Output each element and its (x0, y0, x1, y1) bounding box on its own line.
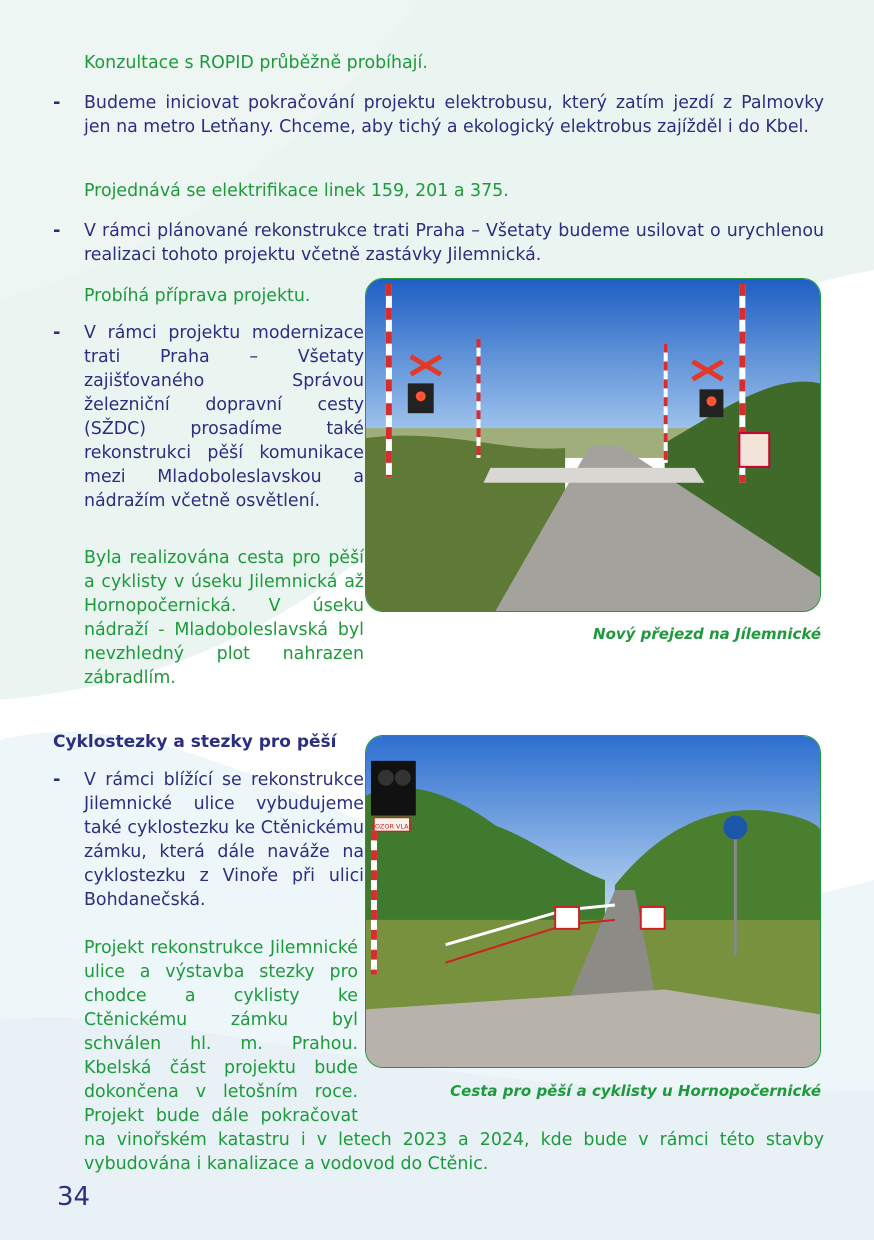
bullet-marker: - (53, 220, 61, 241)
bullet-marker: - (53, 92, 61, 113)
paragraph-electrobus: Budeme iniciovat pokračování projektu elektrobusu, který zatím jezdí z Palmovky jen na metro Letňany. Chceme, aby tichý a ekologický elektrobus zajížděl i do Kbel. (84, 93, 824, 137)
photo-cycle-path (365, 735, 821, 1068)
bullet-marker: - (53, 769, 61, 790)
bullet-marker: - (53, 322, 61, 343)
page-number: 34 (57, 1182, 91, 1212)
paragraph-line-reconstruction: V rámci plánované rekonstrukce trati Praha – Všetaty budeme usilovat o urychlenou realizaci tohoto projektu včetně zastávky Jilemnická. (84, 221, 824, 265)
paragraph-path-realized: Byla realizována cesta pro pěší a cyklisty v úseku Jilemnická až Hornopočernická. V úseku nádraží - Mladoboleslavská byl nevzhledný plot nahrazen zábradlím. (84, 548, 364, 688)
paragraph-project-preparation: Probíhá příprava projektu. (84, 286, 311, 306)
paragraph-pedestrian-path: V rámci projektu modernizace trati Praha – Všetaty zajišťovaného Správou železniční dopravní cesty (SŽDC) prosadíme také rekonstrukci pěší komunikace mezi Mladoboleslavskou a nádražím včetně osvětlení. (84, 323, 364, 511)
photo-railway-crossing (365, 278, 821, 612)
section-heading: Cyklostezky a stezky pro pěší (53, 732, 337, 752)
paragraph-ropid-consultation: Konzultace s ROPID průběžně probíhají. (84, 53, 428, 73)
caption-photo-cycle-path: Cesta pro pěší a cyklisty u Hornopočernické (450, 1082, 821, 1100)
caption-photo-crossing: Nový přejezd na Jílemnické (593, 625, 821, 643)
sign-pozor-vlak: POZOR VLAK (370, 822, 413, 831)
project-approved-text: Projekt rekonstrukce Jilemnické ulice a výstavba stezky pro chodce a cyklisty ke Ctěnickému zámku byl schválen hl. m. Prahou. Kbelská část projektu bude dokončena v letošním roce. Projekt bude dále pokračovat na vinořském katastru i v letech 2023 a 2024, kde bude v rámci této stavby vybudována i kanalizace a vodovod do Ctěnic. (84, 938, 824, 1174)
paragraph-cycle-path: V rámci blížící se rekonstrukce Jilemnické ulice vybudujeme také cyklostezku ke Ctěnickému zámku, která dále naváže na cyklostezku z Vinoře při ulici Bohdanečská. (84, 770, 364, 910)
paragraph-electrification: Projednává se elektrifikace linek 159, 201 a 375. (84, 181, 509, 201)
